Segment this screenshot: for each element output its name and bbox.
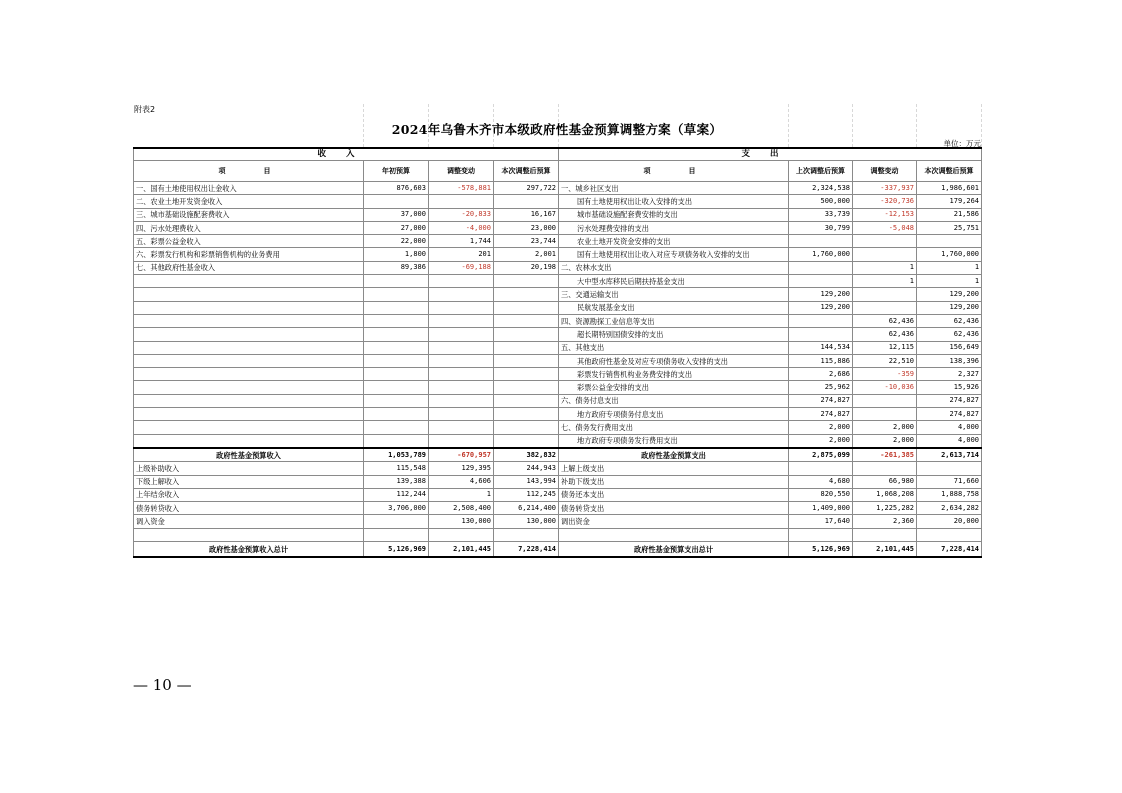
expense-item-cell: 四、资源勘探工业信息等支出 [559, 314, 789, 327]
income-item-cell [134, 368, 364, 381]
income-item-cell [134, 528, 364, 541]
amount-cell: 23,744 [494, 235, 559, 248]
amount-cell: 156,649 [917, 341, 982, 354]
amount-cell: 62,436 [853, 328, 917, 341]
amount-cell [789, 261, 853, 274]
table-row [134, 288, 982, 301]
amount-cell [364, 341, 429, 354]
amount-cell: 138,396 [917, 354, 982, 367]
amount-cell: -337,937 [853, 182, 917, 195]
amount-cell: -69,188 [429, 261, 494, 274]
table-row [134, 354, 982, 367]
amount-cell [364, 381, 429, 394]
expense-item-cell: 二、农林水支出 [559, 261, 789, 274]
expense-item-cell: 五、其他支出 [559, 341, 789, 354]
amount-cell [789, 314, 853, 327]
amount-cell: 274,827 [789, 408, 853, 421]
income-item-cell [134, 421, 364, 434]
table-row [134, 502, 982, 515]
amount-cell [429, 314, 494, 327]
amount-cell [429, 195, 494, 208]
amount-cell: 4,680 [789, 475, 853, 488]
amount-cell [429, 434, 494, 448]
amount-cell: 4,000 [917, 434, 982, 448]
expense-section-header: 支出 [559, 148, 982, 161]
table-row [134, 462, 982, 475]
amount-cell: 112,245 [494, 488, 559, 501]
amount-cell: -578,881 [429, 182, 494, 195]
table-row [134, 221, 982, 234]
amount-cell: 244,943 [494, 462, 559, 475]
income-item-cell: 政府性基金预算收入 [134, 448, 364, 462]
amount-cell [789, 275, 853, 288]
amount-cell: 2,001 [494, 248, 559, 261]
section-header-row [134, 148, 982, 161]
amount-cell: 62,436 [917, 328, 982, 341]
table-row [134, 475, 982, 488]
table-row [134, 434, 982, 448]
income-section-header: 收入 [134, 148, 559, 161]
income-col-header: 年初预算 [364, 161, 429, 182]
expense-col-header: 上次调整后预算 [789, 161, 853, 182]
expense-item-cell: 农业土地开发资金安排的支出 [559, 235, 789, 248]
document-title: 2024年乌鲁木齐市本级政府性基金预算调整方案（草案） [391, 122, 723, 137]
table-row [134, 408, 982, 421]
amount-cell: 2,875,099 [789, 448, 853, 462]
amount-cell [364, 515, 429, 528]
amount-cell: 382,832 [494, 448, 559, 462]
amount-cell: 2,000 [789, 434, 853, 448]
income-item-cell: 上年结余收入 [134, 488, 364, 501]
amount-cell: 22,510 [853, 354, 917, 367]
amount-cell [364, 394, 429, 407]
amount-cell: 62,436 [853, 314, 917, 327]
amount-cell [789, 235, 853, 248]
amount-cell [917, 528, 982, 541]
amount-cell: -5,048 [853, 221, 917, 234]
income-col-header: 本次调整后预算 [494, 161, 559, 182]
amount-cell [494, 381, 559, 394]
amount-cell [789, 528, 853, 541]
amount-cell: -670,957 [429, 448, 494, 462]
expense-item-cell: 地方政府专项债务付息支出 [559, 408, 789, 421]
expense-col-header: 本次调整后预算 [917, 161, 982, 182]
amount-cell [364, 528, 429, 541]
amount-cell: 1,068,208 [853, 488, 917, 501]
amount-cell: -20,833 [429, 208, 494, 221]
amount-cell [494, 354, 559, 367]
income-col-header: 调整变动 [429, 161, 494, 182]
amount-cell: -359 [853, 368, 917, 381]
amount-cell: 2,101,445 [853, 542, 917, 558]
income-item-cell: 七、其他政府性基金收入 [134, 261, 364, 274]
amount-cell: 21,586 [917, 208, 982, 221]
income-item-cell: 政府性基金预算收入总计 [134, 542, 364, 558]
table-row [134, 328, 982, 341]
amount-cell: 2,508,400 [429, 502, 494, 515]
amount-cell: 115,548 [364, 462, 429, 475]
income-item-cell: 六、彩票发行机构和彩票销售机构的业务费用 [134, 248, 364, 261]
amount-cell: 1,760,000 [917, 248, 982, 261]
amount-cell: 1 [853, 275, 917, 288]
amount-cell [853, 462, 917, 475]
amount-cell: 5,126,969 [789, 542, 853, 558]
amount-cell: 25,751 [917, 221, 982, 234]
amount-cell: 1,744 [429, 235, 494, 248]
amount-cell [494, 408, 559, 421]
amount-cell [364, 288, 429, 301]
amount-cell: 143,994 [494, 475, 559, 488]
table-row [134, 248, 982, 261]
table-row [134, 235, 982, 248]
income-item-cell: 调入资金 [134, 515, 364, 528]
expense-item-cell: 政府性基金预算支出 [559, 448, 789, 462]
amount-cell: 1,409,000 [789, 502, 853, 515]
amount-cell: 17,640 [789, 515, 853, 528]
amount-cell: 130,000 [494, 515, 559, 528]
amount-cell: 129,200 [789, 301, 853, 314]
amount-cell [494, 301, 559, 314]
grand-total-row [134, 542, 982, 558]
expense-item-header: 项 目 [559, 161, 789, 182]
amount-cell: 129,200 [917, 301, 982, 314]
amount-cell: 66,980 [853, 475, 917, 488]
amount-cell: 22,000 [364, 235, 429, 248]
amount-cell: 25,962 [789, 381, 853, 394]
amount-cell [494, 421, 559, 434]
table-row [134, 195, 982, 208]
amount-cell: 12,115 [853, 341, 917, 354]
amount-cell: 274,827 [789, 394, 853, 407]
amount-cell: 5,126,969 [364, 542, 429, 558]
amount-cell: 1 [917, 275, 982, 288]
amount-cell [853, 408, 917, 421]
amount-cell [364, 421, 429, 434]
income-item-cell: 一、国有土地使用权出让金收入 [134, 182, 364, 195]
amount-cell [917, 235, 982, 248]
amount-cell [364, 408, 429, 421]
amount-cell: 30,799 [789, 221, 853, 234]
amount-cell: 274,827 [917, 394, 982, 407]
amount-cell: 33,739 [789, 208, 853, 221]
expense-item-cell: 补助下级支出 [559, 475, 789, 488]
amount-cell: 37,000 [364, 208, 429, 221]
expense-item-cell: 超长期特别国债安排的支出 [559, 328, 789, 341]
income-item-cell [134, 381, 364, 394]
table-row [134, 394, 982, 407]
amount-cell: 1,053,789 [364, 448, 429, 462]
amount-cell: 2,000 [853, 421, 917, 434]
amount-cell: 2,613,714 [917, 448, 982, 462]
table-row [134, 488, 982, 501]
attachment-label: 附表2 [134, 105, 156, 114]
table-row [134, 275, 982, 288]
amount-cell: 112,244 [364, 488, 429, 501]
amount-cell: 297,722 [494, 182, 559, 195]
income-item-cell [134, 408, 364, 421]
income-item-cell [134, 354, 364, 367]
amount-cell [429, 421, 494, 434]
table-row [134, 341, 982, 354]
table-row [134, 368, 982, 381]
expense-item-cell: 其他政府性基金及对应专项债务收入安排的支出 [559, 354, 789, 367]
amount-cell [364, 314, 429, 327]
amount-cell: -12,153 [853, 208, 917, 221]
amount-cell [494, 434, 559, 448]
amount-cell [494, 275, 559, 288]
amount-cell: 129,200 [789, 288, 853, 301]
table-row [134, 421, 982, 434]
amount-cell [429, 368, 494, 381]
expense-item-cell: 一、城乡社区支出 [559, 182, 789, 195]
amount-cell: 139,388 [364, 475, 429, 488]
income-item-cell: 四、污水处理费收入 [134, 221, 364, 234]
amount-cell [789, 328, 853, 341]
amount-cell: -261,385 [853, 448, 917, 462]
expense-item-cell: 七、债务发行费用支出 [559, 421, 789, 434]
table-row [134, 182, 982, 195]
amount-cell: 7,228,414 [494, 542, 559, 558]
amount-cell: 130,000 [429, 515, 494, 528]
amount-cell: 1,225,282 [853, 502, 917, 515]
income-item-cell [134, 288, 364, 301]
amount-cell: 16,167 [494, 208, 559, 221]
amount-cell: 201 [429, 248, 494, 261]
income-item-cell: 下级上解收入 [134, 475, 364, 488]
income-item-header: 项 目 [134, 161, 364, 182]
amount-cell [494, 195, 559, 208]
amount-cell [494, 328, 559, 341]
amount-cell: 2,686 [789, 368, 853, 381]
amount-cell [429, 275, 494, 288]
amount-cell: 500,000 [789, 195, 853, 208]
expense-item-cell [559, 528, 789, 541]
amount-cell [364, 275, 429, 288]
amount-cell: 2,360 [853, 515, 917, 528]
amount-cell [853, 301, 917, 314]
table-row [134, 515, 982, 528]
amount-cell [494, 528, 559, 541]
income-item-cell [134, 328, 364, 341]
amount-cell: 3,706,000 [364, 502, 429, 515]
expense-item-cell: 调出资金 [559, 515, 789, 528]
amount-cell [853, 235, 917, 248]
amount-cell: -320,736 [853, 195, 917, 208]
amount-cell: 71,660 [917, 475, 982, 488]
amount-cell: 7,228,414 [917, 542, 982, 558]
amount-cell: 1,800 [364, 248, 429, 261]
amount-cell: 820,550 [789, 488, 853, 501]
unit-label: 单位：万元 [943, 139, 981, 148]
page-number: — 10 — [133, 676, 192, 694]
amount-cell [364, 434, 429, 448]
income-item-cell: 二、农业土地开发资金收入 [134, 195, 364, 208]
income-item-cell: 债务转贷收入 [134, 502, 364, 515]
amount-cell [853, 528, 917, 541]
amount-cell [429, 528, 494, 541]
amount-cell: -10,036 [853, 381, 917, 394]
amount-cell: 1 [429, 488, 494, 501]
amount-cell: 23,000 [494, 221, 559, 234]
amount-cell: 2,327 [917, 368, 982, 381]
amount-cell: 115,886 [789, 354, 853, 367]
expense-item-cell: 大中型水库移民后期扶持基金支出 [559, 275, 789, 288]
amount-cell: -4,000 [429, 221, 494, 234]
expense-item-cell: 彩票发行销售机构业务费安排的支出 [559, 368, 789, 381]
amount-cell: 876,603 [364, 182, 429, 195]
amount-cell: 1,760,000 [789, 248, 853, 261]
amount-cell [364, 328, 429, 341]
amount-cell [429, 301, 494, 314]
amount-cell: 4,606 [429, 475, 494, 488]
amount-cell: 1,986,601 [917, 182, 982, 195]
amount-cell [429, 328, 494, 341]
amount-cell [429, 354, 494, 367]
amount-cell: 179,264 [917, 195, 982, 208]
amount-cell [429, 381, 494, 394]
amount-cell [853, 394, 917, 407]
amount-cell [494, 288, 559, 301]
income-item-cell [134, 394, 364, 407]
income-item-cell: 三、城市基础设施配套费收入 [134, 208, 364, 221]
table-row [134, 381, 982, 394]
amount-cell: 20,000 [917, 515, 982, 528]
amount-cell: 89,386 [364, 261, 429, 274]
amount-cell [429, 341, 494, 354]
expense-item-cell: 国有土地使用权出让收入对应专项债务收入安排的支出 [559, 248, 789, 261]
amount-cell [429, 408, 494, 421]
income-item-cell [134, 301, 364, 314]
subtotal-row [134, 448, 982, 462]
table-row [134, 208, 982, 221]
table-row [134, 314, 982, 327]
amount-cell: 2,634,282 [917, 502, 982, 515]
expense-item-cell: 三、交通运输支出 [559, 288, 789, 301]
amount-cell [364, 195, 429, 208]
expense-item-cell: 地方政府专项债务发行费用支出 [559, 434, 789, 448]
expense-item-cell: 污水处理费安排的支出 [559, 221, 789, 234]
amount-cell [429, 288, 494, 301]
amount-cell: 2,000 [853, 434, 917, 448]
amount-cell [917, 462, 982, 475]
amount-cell: 144,534 [789, 341, 853, 354]
amount-cell [494, 341, 559, 354]
column-header-row [134, 161, 982, 182]
amount-cell: 2,101,445 [429, 542, 494, 558]
expense-item-cell: 民航发展基金支出 [559, 301, 789, 314]
table-row [134, 528, 982, 541]
amount-cell: 129,395 [429, 462, 494, 475]
amount-cell: 15,926 [917, 381, 982, 394]
income-item-cell: 五、彩票公益金收入 [134, 235, 364, 248]
amount-cell: 20,198 [494, 261, 559, 274]
expense-item-cell: 彩票公益金安排的支出 [559, 381, 789, 394]
income-item-cell [134, 434, 364, 448]
amount-cell: 1,888,758 [917, 488, 982, 501]
budget-table [133, 147, 982, 558]
expense-item-cell: 六、债务付息支出 [559, 394, 789, 407]
amount-cell: 4,000 [917, 421, 982, 434]
expense-col-header: 调整变动 [853, 161, 917, 182]
amount-cell: 6,214,400 [494, 502, 559, 515]
table-row [134, 261, 982, 274]
amount-cell: 274,827 [917, 408, 982, 421]
table-row [134, 301, 982, 314]
expense-item-cell: 城市基础设施配套费安排的支出 [559, 208, 789, 221]
income-item-cell [134, 275, 364, 288]
amount-cell: 1 [917, 261, 982, 274]
amount-cell [494, 314, 559, 327]
amount-cell [494, 368, 559, 381]
income-item-cell [134, 341, 364, 354]
amount-cell [789, 462, 853, 475]
amount-cell [853, 248, 917, 261]
amount-cell [364, 368, 429, 381]
amount-cell [494, 394, 559, 407]
amount-cell: 62,436 [917, 314, 982, 327]
expense-item-cell: 上解上级支出 [559, 462, 789, 475]
expense-item-cell: 国有土地使用权出让收入安排的支出 [559, 195, 789, 208]
amount-cell: 1 [853, 261, 917, 274]
amount-cell: 129,200 [917, 288, 982, 301]
amount-cell [853, 288, 917, 301]
expense-item-cell: 债务转贷支出 [559, 502, 789, 515]
amount-cell [364, 301, 429, 314]
expense-item-cell: 债务还本支出 [559, 488, 789, 501]
amount-cell: 27,000 [364, 221, 429, 234]
expense-item-cell: 政府性基金预算支出总计 [559, 542, 789, 558]
income-item-cell: 上级补助收入 [134, 462, 364, 475]
amount-cell [429, 394, 494, 407]
amount-cell: 2,324,538 [789, 182, 853, 195]
amount-cell [364, 354, 429, 367]
amount-cell: 2,000 [789, 421, 853, 434]
income-item-cell [134, 314, 364, 327]
